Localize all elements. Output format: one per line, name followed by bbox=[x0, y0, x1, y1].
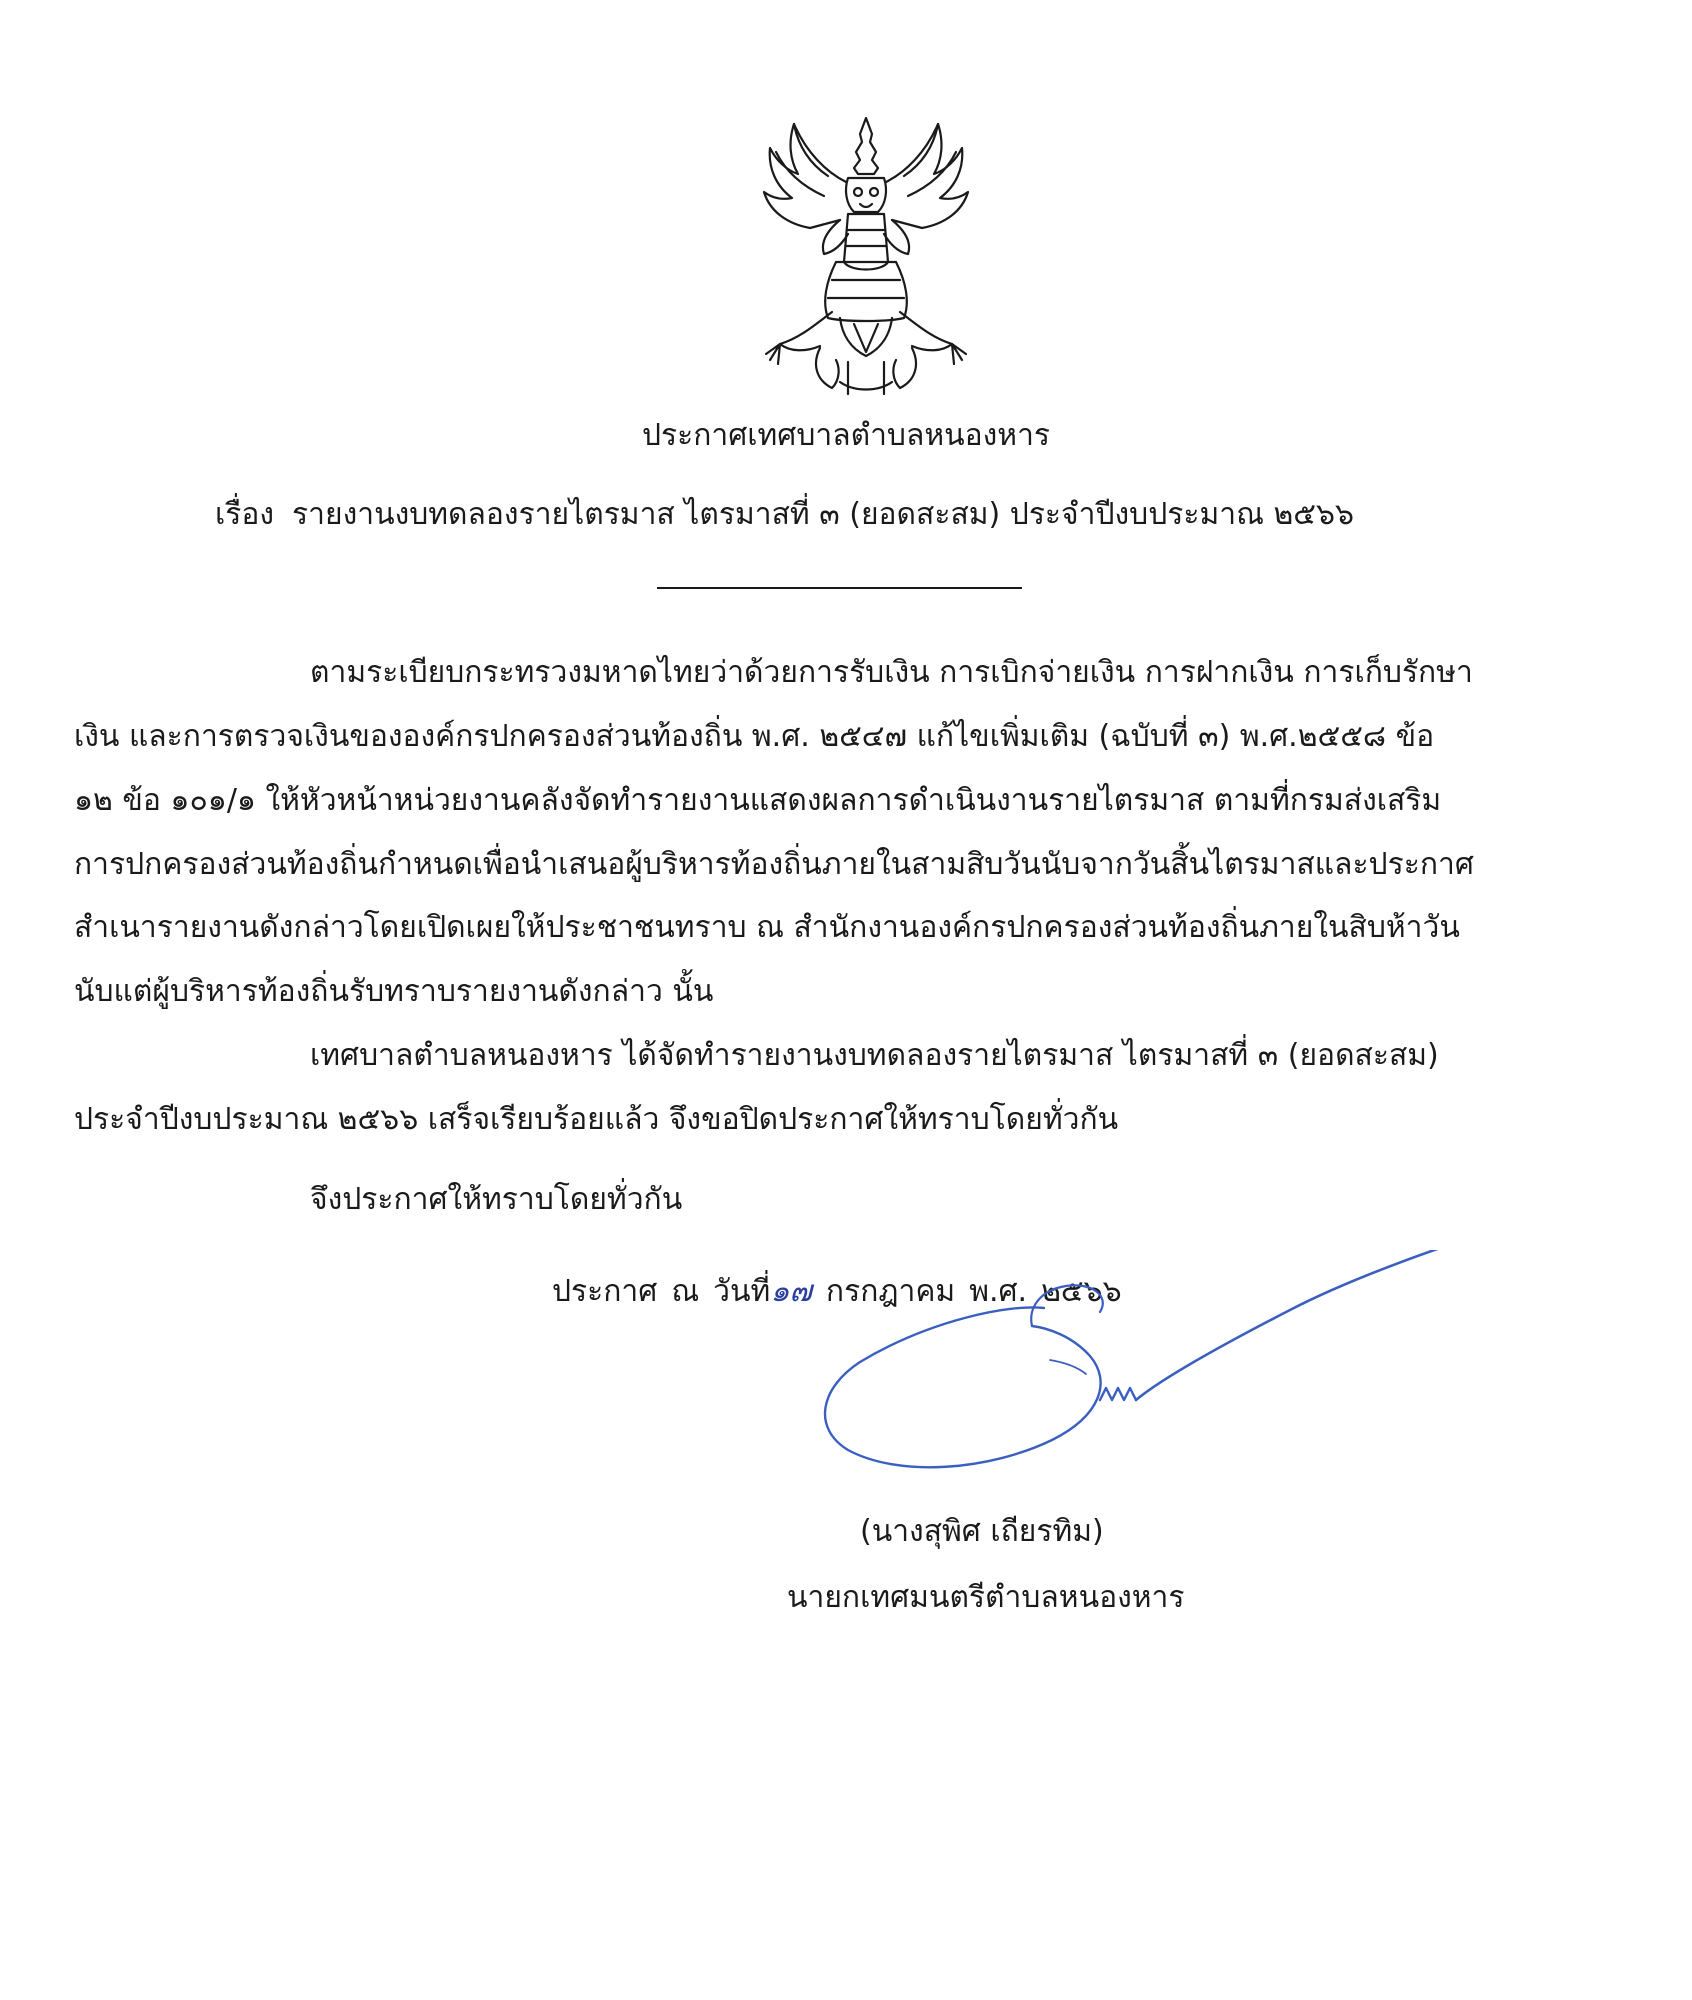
subject-line bbox=[215, 495, 1354, 535]
month: กรกฎาคม bbox=[825, 1274, 956, 1309]
signer-title: นายกเทศมนตรีตำบลหนองหาร bbox=[787, 1580, 1185, 1615]
paragraph-1-line-4: การปกครองส่วนท้องถิ่นกำหนดเพื่อนำเสนอผู้บริหารท้องถิ่นภายในสามสิบวันนับจากวันสิ้นไตรมาสและประกาศ bbox=[74, 847, 1474, 882]
date-at: ณ bbox=[671, 1274, 700, 1309]
paragraph-2-line-1: เทศบาลตำบลหนองหาร ได้จัดทำรายงานงบทดลองรายไตรมาส ไตรมาสที่ ๓ (ยอดสะสม) bbox=[310, 1038, 1439, 1073]
date-prefix: ประกาศ bbox=[552, 1274, 658, 1309]
signer-name: (นางสุพิศ เถียรทิม) bbox=[860, 1514, 1104, 1549]
subject-label: เรื่อง bbox=[215, 497, 275, 532]
closing-line: จึงประกาศให้ทราบโดยทั่วกัน bbox=[310, 1182, 683, 1217]
paragraph-2-line-2: ประจำปีงบประมาณ ๒๕๖๖ เสร็จเรียบร้อยแล้ว จึงขอปิดประกาศให้ทราบโดยทั่วกัน bbox=[74, 1102, 1119, 1137]
day-value: ๑๗ bbox=[770, 1274, 812, 1309]
announcement-title: ประกาศเทศบาลตำบลหนองหาร bbox=[641, 418, 1051, 453]
subject-text: รายงานงบทดลองรายไตรมาส ไตรมาสที่ ๓ (ยอดสะสม) ประจำปีงบประมาณ ๒๕๖๖ bbox=[292, 497, 1355, 532]
year: ๒๕๖๖ bbox=[1041, 1274, 1122, 1309]
paragraph-1-line-2: เงิน และการตรวจเงินขององค์กรปกครองส่วนท้องถิ่น พ.ศ. ๒๕๔๗ แก้ไขเพิ่มเติม (ฉบับที่ ๓) พ.ศ.๒๕๕๘ ข้อ bbox=[74, 719, 1435, 754]
paragraph-1-line-3: ๑๒ ข้อ ๑๐๑/๑ ให้หัวหน้าหน่วยงานคลังจัดทำรายงานแสดงผลการดำเนินงานรายไตรมาส ตามที่กรมส่งเสริม bbox=[74, 783, 1442, 818]
handwritten-signature bbox=[800, 1250, 1460, 1510]
paragraph-1-line-1: ตามระเบียบกระทรวงมหาดไทยว่าด้วยการรับเงิน การเบิกจ่ายเงิน การฝากเงิน การเก็บรักษา bbox=[310, 655, 1473, 690]
title-divider bbox=[657, 587, 1022, 589]
era: พ.ศ. bbox=[969, 1274, 1028, 1309]
paragraph-1-line-6: นับแต่ผู้บริหารท้องถิ่นรับทราบรายงานดังกล่าว นั้น bbox=[74, 974, 714, 1009]
day-label: วันที่ bbox=[713, 1274, 771, 1309]
garuda-emblem-icon bbox=[736, 112, 996, 398]
paragraph-1-line-5: สำเนารายงานดังกล่าวโดยเปิดเผยให้ประชาชนทราบ ณ สำนักงานองค์กรปกครองส่วนท้องถิ่นภายในสิบห้าวัน bbox=[74, 910, 1460, 945]
